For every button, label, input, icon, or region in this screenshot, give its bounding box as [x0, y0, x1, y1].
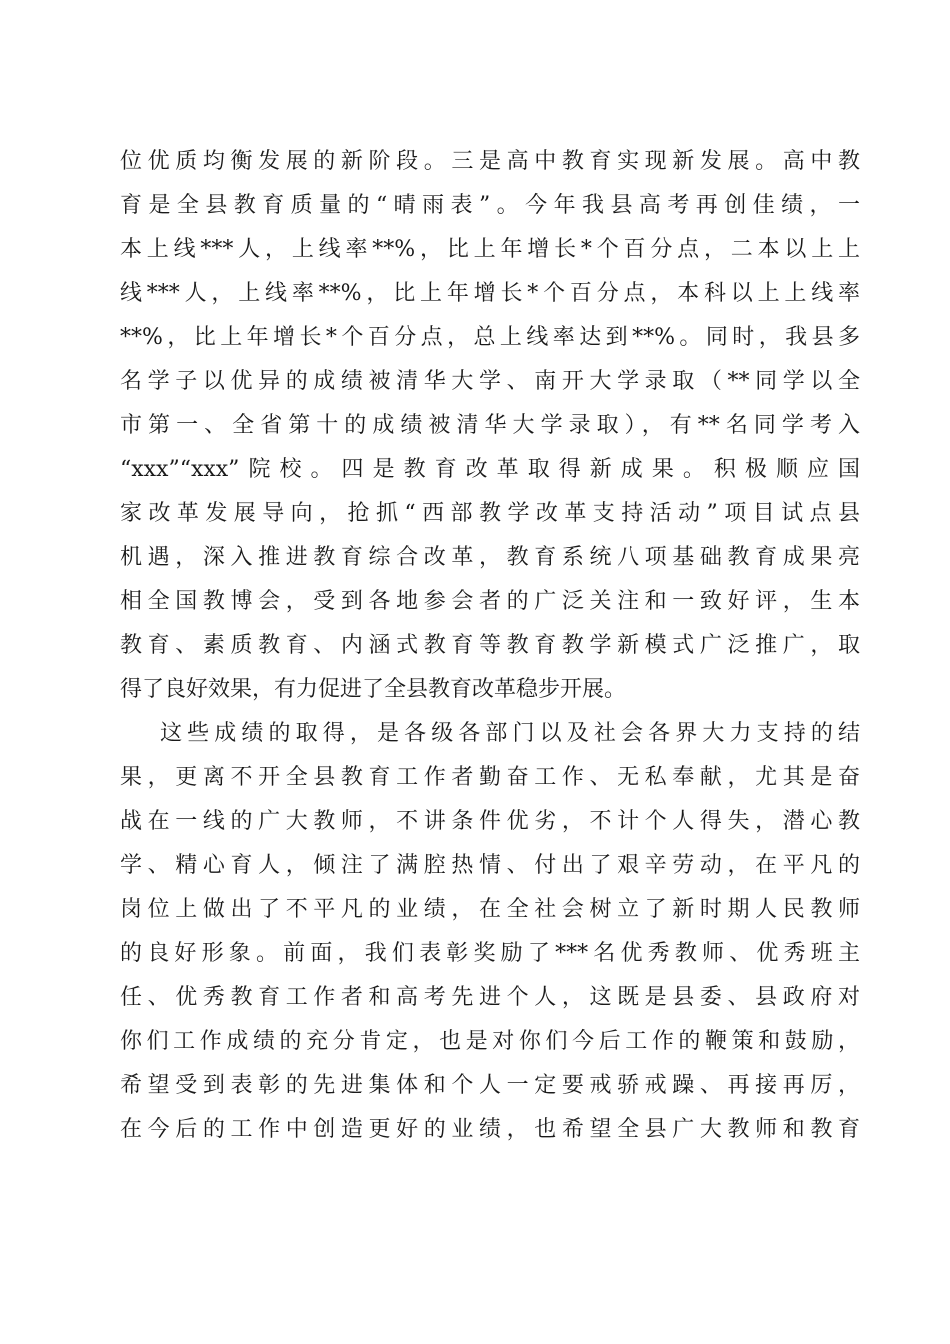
text-line: 这些成绩的取得，是各级各部门以及社会各界大力支持的结	[160, 721, 860, 746]
text-line: 的良好形象。前面，我们表彰奖励了***名优秀教师、优秀班主	[120, 941, 860, 966]
text-line: 学、精心育人，倾注了满腔热情、付出了艰辛劳动，在平凡的	[120, 853, 860, 878]
text-line: 相全国教博会，受到各地参会者的广泛关注和一致好评，生本	[120, 589, 860, 614]
text-line: 育是全县教育质量的“晴雨表”。今年我县高考再创佳绩，一	[120, 193, 860, 218]
text-line: 市第一、全省第十的成绩被清华大学录取），有**名同学考入	[120, 413, 860, 438]
text-line: 你们工作成绩的充分肯定，也是对你们今后工作的鞭策和鼓励，	[120, 1029, 860, 1054]
text-line: 教育、素质教育、内涵式教育等教育教学新模式广泛推广，取	[120, 633, 860, 658]
text-line: 任、优秀教育工作者和高考先进个人，这既是县委、县政府对	[120, 985, 860, 1010]
text-line: 岗位上做出了不平凡的业绩，在全社会树立了新时期人民教师	[120, 897, 860, 922]
body-text	[120, 140, 860, 1152]
text-line: 位优质均衡发展的新阶段。三是高中教育实现新发展。高中教	[120, 149, 860, 174]
text-line: 在今后的工作中创造更好的业绩，也希望全县广大教师和教育	[120, 1117, 860, 1142]
text-line: 得了良好效果，有力促进了全县教育改革稳步开展。	[120, 677, 627, 702]
text-line: “xxx”“xxx”院校。四是教育改革取得新成果。积极顺应国	[120, 457, 860, 482]
text-line: 希望受到表彰的先进集体和个人一定要戒骄戒躁、再接再厉，	[120, 1073, 860, 1098]
text-line: 家改革发展导向，抢抓“西部教学改革支持活动”项目试点县	[120, 501, 860, 526]
text-line: **%，比上年增长*个百分点，总上线率达到**%。同时，我县多	[120, 325, 860, 350]
text-line: 战在一线的广大教师，不讲条件优劣，不计个人得失，潜心教	[120, 809, 860, 834]
text-line: 线***人，上线率**%，比上年增长*个百分点，本科以上上线率	[120, 281, 860, 306]
text-line: 本上线***人，上线率**%，比上年增长*个百分点，二本以上上	[120, 237, 860, 262]
text-line: 机遇，深入推进教育综合改革，教育系统八项基础教育成果亮	[120, 545, 860, 570]
text-line: 果，更离不开全县教育工作者勤奋工作、无私奉献，尤其是奋	[120, 765, 860, 790]
text-line: 名学子以优异的成绩被清华大学、南开大学录取（**同学以全	[120, 369, 860, 394]
